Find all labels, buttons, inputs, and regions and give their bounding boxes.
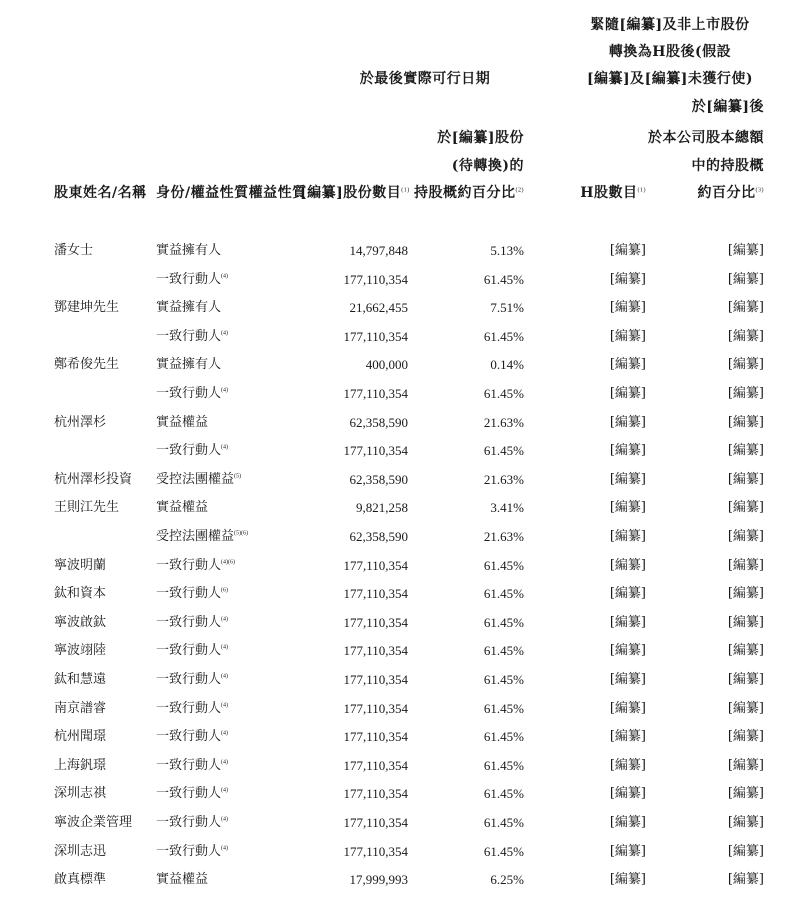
capacity-text: 一致行動人 bbox=[156, 672, 222, 687]
h-shares-count bbox=[560, 444, 646, 457]
shareholding-pct-text: 5.13% bbox=[490, 243, 524, 258]
header-pct-total-line3: 中的持股概 bbox=[691, 158, 764, 174]
footnote-ref: (4) bbox=[221, 759, 229, 766]
shares-count-text: 177,110,354 bbox=[343, 701, 408, 716]
shareholder-name-text: 鄭希俊先生 bbox=[54, 357, 120, 372]
h-shareholding-pct bbox=[680, 416, 764, 429]
shareholder-name-text: 杭州聞璟 bbox=[54, 729, 107, 744]
h-shares-count bbox=[560, 587, 646, 600]
shareholding-pct bbox=[430, 873, 524, 886]
shares-count bbox=[300, 702, 408, 715]
footnote-ref: (4) bbox=[221, 330, 229, 337]
h-shares-count-text: [編纂] bbox=[609, 844, 646, 859]
shares-count bbox=[300, 358, 408, 371]
h-shares-count-text: [編纂] bbox=[609, 815, 646, 830]
shares-count-text: 9,821,258 bbox=[356, 500, 408, 515]
column-header-name: 股東姓名/名稱 bbox=[54, 185, 147, 201]
footnote-ref: (6) bbox=[221, 587, 229, 594]
capacity-text: 實益擁有人 bbox=[156, 243, 222, 258]
h-shares-count-text: [編纂] bbox=[609, 300, 646, 315]
shareholding-pct-text: 61.45% bbox=[483, 272, 524, 287]
h-shares-count-text: [編纂] bbox=[609, 443, 646, 458]
h-shares-count bbox=[560, 501, 646, 514]
h-shares-count bbox=[560, 845, 646, 858]
h-shareholding-pct-text: [編纂] bbox=[727, 758, 764, 773]
h-shares-count-text: [編纂] bbox=[609, 615, 646, 630]
shares-count bbox=[300, 273, 408, 286]
shares-count bbox=[300, 616, 408, 629]
shareholder-name-text: 鄧建坤先生 bbox=[54, 300, 120, 315]
capacity bbox=[156, 845, 228, 858]
h-shares-count-text: [編纂] bbox=[609, 872, 646, 887]
capacity bbox=[156, 559, 235, 572]
h-shares-count bbox=[560, 473, 646, 486]
h-shareholding-pct-text: [編纂] bbox=[727, 357, 764, 372]
shares-count bbox=[300, 301, 408, 314]
shares-count-text: 177,110,354 bbox=[343, 758, 408, 773]
capacity-text: 一致行動人 bbox=[156, 844, 222, 859]
shareholder-name bbox=[54, 845, 106, 858]
shareholding-pct bbox=[430, 444, 524, 457]
shares-count-text: 62,358,590 bbox=[349, 472, 408, 487]
h-shares-count-text: [編纂] bbox=[609, 357, 646, 372]
shareholder-name-text: 寧波企業管理 bbox=[54, 815, 133, 830]
shares-count bbox=[300, 501, 408, 514]
shares-count-text: 177,110,354 bbox=[343, 643, 408, 658]
header-pct-total-line2: 於本公司股本總額 bbox=[648, 130, 764, 146]
shareholding-pct bbox=[430, 387, 524, 400]
shareholder-name-text: 上海釩璟 bbox=[54, 758, 107, 773]
footnote-ref: (4) bbox=[221, 816, 229, 823]
shareholding-pct-text: 61.45% bbox=[483, 443, 524, 458]
shareholding-pct-text: 6.25% bbox=[490, 872, 524, 887]
h-shareholding-pct bbox=[680, 873, 764, 886]
h-shares-count-text: [編纂] bbox=[609, 529, 646, 544]
h-shareholding-pct-text: [編纂] bbox=[727, 615, 764, 630]
shareholding-pct-text: 61.45% bbox=[483, 615, 524, 630]
shareholding-pct bbox=[430, 616, 524, 629]
shares-count-text: 400,000 bbox=[365, 357, 408, 372]
h-shareholding-pct bbox=[680, 358, 764, 371]
shares-count bbox=[300, 673, 408, 686]
h-shares-count bbox=[560, 416, 646, 429]
h-shareholding-pct bbox=[680, 673, 764, 686]
capacity-text: 一致行動人 bbox=[156, 329, 222, 344]
capacity bbox=[156, 730, 228, 743]
capacity-text: 一致行動人 bbox=[156, 386, 222, 401]
shares-count-text: 177,110,354 bbox=[343, 815, 408, 830]
h-shares-count bbox=[560, 759, 646, 772]
shareholding-pct bbox=[430, 530, 524, 543]
shareholding-pct-text: 61.45% bbox=[483, 329, 524, 344]
header-post-conversion-line1: 緊隨[編纂]及非上市股份 bbox=[590, 17, 750, 33]
shareholder-name bbox=[54, 616, 106, 629]
h-shares-count-text: [編纂] bbox=[609, 701, 646, 716]
header-latest-practicable-date: 於最後實際可行日期 bbox=[359, 71, 491, 87]
h-shareholding-pct bbox=[680, 244, 764, 257]
shareholding-pct bbox=[430, 845, 524, 858]
shareholding-pct bbox=[430, 702, 524, 715]
shareholder-name bbox=[54, 730, 106, 743]
shareholding-pct-text: 61.45% bbox=[483, 786, 524, 801]
capacity bbox=[156, 473, 241, 486]
shares-count bbox=[300, 644, 408, 657]
h-shareholding-pct-text: [編纂] bbox=[727, 443, 764, 458]
capacity bbox=[156, 759, 228, 772]
shares-count bbox=[300, 816, 408, 829]
h-shareholding-pct-text: [編纂] bbox=[727, 243, 764, 258]
shareholding-pct-text: 61.45% bbox=[483, 844, 524, 859]
column-header-shares: [編纂]股份數目$^{(1)}$ bbox=[300, 185, 410, 201]
h-shares-count-text: [編纂] bbox=[609, 243, 646, 258]
shareholding-pct-text: 61.45% bbox=[483, 643, 524, 658]
capacity bbox=[156, 644, 228, 657]
h-shares-count bbox=[560, 644, 646, 657]
h-shares-count bbox=[560, 273, 646, 286]
shares-count-text: 177,110,354 bbox=[343, 615, 408, 630]
h-shares-count bbox=[560, 330, 646, 343]
capacity-text: 一致行動人 bbox=[156, 815, 222, 830]
h-shares-count-text: [編纂] bbox=[609, 786, 646, 801]
capacity-text: 實益權益 bbox=[156, 872, 209, 887]
capacity bbox=[156, 301, 221, 314]
shareholder-name-text: 寧波翊陸 bbox=[54, 643, 107, 658]
capacity bbox=[156, 273, 228, 286]
h-shares-count bbox=[560, 530, 646, 543]
shares-count bbox=[300, 330, 408, 343]
capacity bbox=[156, 702, 228, 715]
h-shareholding-pct bbox=[680, 845, 764, 858]
h-shares-count-text: [編纂] bbox=[609, 586, 646, 601]
capacity bbox=[156, 330, 228, 343]
h-shares-count bbox=[560, 244, 646, 257]
shares-count bbox=[300, 416, 408, 429]
h-shareholding-pct bbox=[680, 501, 764, 514]
header-pct-line1: 於[編纂]股份 bbox=[437, 130, 524, 146]
h-shareholding-pct bbox=[680, 301, 764, 314]
shareholder-name bbox=[54, 873, 106, 886]
h-shares-count-text: [編纂] bbox=[609, 415, 646, 430]
h-shareholding-pct-text: [編纂] bbox=[727, 815, 764, 830]
h-shareholding-pct bbox=[680, 816, 764, 829]
h-shares-count bbox=[560, 673, 646, 686]
shares-count bbox=[300, 730, 408, 743]
header-post-conversion-line3: [編纂]及[編纂]未獲行使) bbox=[586, 71, 754, 87]
h-shareholding-pct-text: [編纂] bbox=[727, 558, 764, 573]
capacity bbox=[156, 387, 228, 400]
shares-count bbox=[300, 587, 408, 600]
footnote-ref: (4) bbox=[221, 387, 229, 394]
footnote-ref: (4) bbox=[221, 845, 229, 852]
shareholding-pct bbox=[430, 787, 524, 800]
h-shareholding-pct bbox=[680, 787, 764, 800]
h-shareholding-pct-text: [編纂] bbox=[727, 272, 764, 287]
shareholder-name-text: 潘女士 bbox=[54, 243, 94, 258]
footnote-ref: (4) bbox=[221, 673, 229, 680]
shares-count-text: 17,999,993 bbox=[349, 872, 408, 887]
h-shares-count-text: [編纂] bbox=[609, 386, 646, 401]
shareholding-pct bbox=[430, 330, 524, 343]
shareholding-pct bbox=[430, 301, 524, 314]
h-shareholding-pct-text: [編纂] bbox=[727, 500, 764, 515]
h-shareholding-pct-text: [編纂] bbox=[727, 586, 764, 601]
shareholder-name bbox=[54, 587, 106, 600]
capacity-text: 受控法團權益 bbox=[156, 472, 235, 487]
shareholding-pct bbox=[430, 358, 524, 371]
shareholder-name-text: 杭州澤杉 bbox=[54, 415, 107, 430]
capacity bbox=[156, 358, 221, 371]
shareholding-pct-text: 3.41% bbox=[490, 500, 524, 515]
h-shareholding-pct bbox=[680, 616, 764, 629]
shareholder-name bbox=[54, 673, 106, 686]
shareholder-name-text: 深圳志迅 bbox=[54, 844, 107, 859]
shareholding-pct bbox=[430, 673, 524, 686]
header-pct-total-line1: 於[編纂]後 bbox=[691, 99, 764, 115]
capacity-text: 一致行動人 bbox=[156, 729, 222, 744]
capacity bbox=[156, 444, 228, 457]
h-shareholding-pct-text: [編纂] bbox=[727, 844, 764, 859]
h-shareholding-pct-text: [編纂] bbox=[727, 329, 764, 344]
h-shareholding-pct-text: [編纂] bbox=[727, 386, 764, 401]
shareholding-pct-text: 21.63% bbox=[483, 472, 524, 487]
shares-count-text: 177,110,354 bbox=[343, 443, 408, 458]
shareholder-name bbox=[54, 759, 106, 772]
h-shareholding-pct bbox=[680, 473, 764, 486]
shares-count bbox=[300, 559, 408, 572]
shares-count-text: 177,110,354 bbox=[343, 844, 408, 859]
h-shares-count bbox=[560, 559, 646, 572]
shares-count-text: 14,797,848 bbox=[349, 243, 408, 258]
shareholder-name-text: 寧波明蘭 bbox=[54, 558, 107, 573]
h-shares-count bbox=[560, 616, 646, 629]
h-shares-count bbox=[560, 387, 646, 400]
h-shareholding-pct bbox=[680, 702, 764, 715]
shares-count-text: 177,110,354 bbox=[343, 729, 408, 744]
shares-count-text: 21,662,455 bbox=[349, 300, 408, 315]
shares-count-text: 177,110,354 bbox=[343, 329, 408, 344]
shares-count bbox=[300, 473, 408, 486]
header-pct-total-line4: 約百分比$^{(3)}$ bbox=[697, 185, 764, 201]
shares-count-text: 177,110,354 bbox=[343, 786, 408, 801]
shareholder-name-text: 深圳志祺 bbox=[54, 786, 107, 801]
shareholding-pct-text: 61.45% bbox=[483, 672, 524, 687]
shareholder-name-text: 鈦和資本 bbox=[54, 586, 107, 601]
h-shares-count-text: [編纂] bbox=[609, 472, 646, 487]
shares-count bbox=[300, 387, 408, 400]
capacity bbox=[156, 244, 221, 257]
h-shareholding-pct bbox=[680, 759, 764, 772]
h-shares-count bbox=[560, 730, 646, 743]
footnote-ref: (4) bbox=[221, 702, 229, 709]
capacity-text: 實益權益 bbox=[156, 415, 209, 430]
h-shares-count-text: [編纂] bbox=[609, 643, 646, 658]
h-shareholding-pct-text: [編纂] bbox=[727, 415, 764, 430]
shares-count-text: 177,110,354 bbox=[343, 672, 408, 687]
column-header-capacity: 身份/權益性質權益性質 bbox=[156, 185, 307, 201]
shares-count bbox=[300, 444, 408, 457]
shareholding-pct-text: 21.63% bbox=[483, 529, 524, 544]
capacity bbox=[156, 530, 248, 543]
shareholding-pct bbox=[430, 816, 524, 829]
capacity-text: 一致行動人 bbox=[156, 701, 222, 716]
capacity bbox=[156, 587, 228, 600]
h-shareholding-pct bbox=[680, 530, 764, 543]
shareholding-pct-text: 21.63% bbox=[483, 415, 524, 430]
capacity bbox=[156, 673, 228, 686]
h-shares-count-text: [編纂] bbox=[609, 729, 646, 744]
h-shares-count bbox=[560, 816, 646, 829]
shareholder-name-text: 南京譜睿 bbox=[54, 701, 107, 716]
footnote-ref: (4) bbox=[221, 787, 229, 794]
shares-count bbox=[300, 787, 408, 800]
shareholding-pct bbox=[430, 587, 524, 600]
h-shares-count-text: [編纂] bbox=[609, 272, 646, 287]
shareholding-pct bbox=[430, 473, 524, 486]
h-shareholding-pct-text: [編纂] bbox=[727, 472, 764, 487]
h-shareholding-pct-text: [編纂] bbox=[727, 701, 764, 716]
capacity-text: 一致行動人 bbox=[156, 786, 222, 801]
shareholder-name-text: 寧波啟鈦 bbox=[54, 615, 107, 630]
capacity-text: 一致行動人 bbox=[156, 558, 222, 573]
shareholding-pct bbox=[430, 559, 524, 572]
shareholding-pct-text: 7.51% bbox=[490, 300, 524, 315]
h-shares-count bbox=[560, 787, 646, 800]
h-shareholding-pct bbox=[680, 387, 764, 400]
shareholding-pct-text: 61.45% bbox=[483, 729, 524, 744]
shareholder-name bbox=[54, 473, 132, 486]
shareholding-pct-text: 0.14% bbox=[490, 357, 524, 372]
h-shareholding-pct-text: [編纂] bbox=[727, 672, 764, 687]
footnote-ref: (4) bbox=[221, 644, 229, 651]
capacity bbox=[156, 616, 228, 629]
shareholder-name-text: 鈦和慧遠 bbox=[54, 672, 107, 687]
capacity-text: 實益擁有人 bbox=[156, 300, 222, 315]
shareholding-pct-text: 61.45% bbox=[483, 758, 524, 773]
capacity bbox=[156, 787, 228, 800]
footnote-ref: (4)(6) bbox=[221, 559, 236, 566]
capacity-text: 一致行動人 bbox=[156, 272, 222, 287]
capacity-text: 一致行動人 bbox=[156, 643, 222, 658]
h-shareholding-pct bbox=[680, 330, 764, 343]
shareholding-pct bbox=[430, 644, 524, 657]
h-shareholding-pct bbox=[680, 273, 764, 286]
shares-count bbox=[300, 759, 408, 772]
shareholding-pct-text: 61.45% bbox=[483, 558, 524, 573]
h-shares-count-text: [編纂] bbox=[609, 672, 646, 687]
header-pct-line2: (待轉換)的 bbox=[451, 158, 524, 174]
shares-count bbox=[300, 845, 408, 858]
footnote-ref: (5)(6) bbox=[234, 530, 249, 537]
h-shares-count-text: [編纂] bbox=[609, 758, 646, 773]
shareholder-name-text: 杭州澤杉投資 bbox=[54, 472, 133, 487]
h-shareholding-pct bbox=[680, 644, 764, 657]
shareholder-name bbox=[54, 358, 119, 371]
capacity-text: 一致行動人 bbox=[156, 615, 222, 630]
header-post-conversion-line2: 轉換為H股後(假設 bbox=[608, 44, 732, 60]
capacity-text: 實益擁有人 bbox=[156, 357, 222, 372]
shareholding-pct bbox=[430, 273, 524, 286]
shareholder-name bbox=[54, 702, 106, 715]
shareholding-pct-text: 61.45% bbox=[483, 386, 524, 401]
shareholder-name bbox=[54, 501, 119, 514]
column-header-h-shares: H股數目$^{(1)}$ bbox=[580, 185, 646, 201]
h-shareholding-pct-text: [編纂] bbox=[727, 786, 764, 801]
h-shares-count-text: [編纂] bbox=[609, 500, 646, 515]
h-shares-count bbox=[560, 301, 646, 314]
capacity-text: 一致行動人 bbox=[156, 586, 222, 601]
h-shareholding-pct-text: [編纂] bbox=[727, 729, 764, 744]
h-shares-count-text: [編纂] bbox=[609, 558, 646, 573]
h-shareholding-pct bbox=[680, 587, 764, 600]
capacity bbox=[156, 501, 208, 514]
capacity-text: 實益權益 bbox=[156, 500, 209, 515]
shares-count-text: 177,110,354 bbox=[343, 558, 408, 573]
h-shareholding-pct bbox=[680, 730, 764, 743]
shareholding-pct bbox=[430, 501, 524, 514]
h-shares-count bbox=[560, 358, 646, 371]
footnote-ref: (4) bbox=[221, 616, 229, 623]
h-shares-count-text: [編纂] bbox=[609, 329, 646, 344]
h-shareholding-pct bbox=[680, 559, 764, 572]
capacity bbox=[156, 873, 208, 886]
footnote-ref: (4) bbox=[221, 273, 229, 280]
shareholding-pct bbox=[430, 730, 524, 743]
shares-count-text: 177,110,354 bbox=[343, 586, 408, 601]
shareholder-name bbox=[54, 787, 106, 800]
shareholder-name bbox=[54, 559, 106, 572]
shares-count-text: 62,358,590 bbox=[349, 415, 408, 430]
shares-count-text: 177,110,354 bbox=[343, 386, 408, 401]
shareholding-pct bbox=[430, 416, 524, 429]
capacity-text: 一致行動人 bbox=[156, 758, 222, 773]
shareholding-pct-text: 61.45% bbox=[483, 701, 524, 716]
footnote-ref: (4) bbox=[221, 444, 229, 451]
shareholder-name-text: 啟真標準 bbox=[54, 872, 107, 887]
shareholder-name bbox=[54, 644, 106, 657]
shareholder-name bbox=[54, 244, 93, 257]
capacity bbox=[156, 816, 228, 829]
shares-count bbox=[300, 873, 408, 886]
shareholder-name bbox=[54, 301, 119, 314]
shareholding-pct-text: 61.45% bbox=[483, 586, 524, 601]
header-pct-line3: 持股概約百分比$^{(2)}$ bbox=[414, 185, 524, 201]
shareholder-name bbox=[54, 416, 106, 429]
shares-count bbox=[300, 244, 408, 257]
h-shareholding-pct bbox=[680, 444, 764, 457]
shareholding-pct bbox=[430, 759, 524, 772]
shareholder-name-text: 王則江先生 bbox=[54, 500, 120, 515]
shareholder-name bbox=[54, 816, 132, 829]
shareholding-pct bbox=[430, 244, 524, 257]
shares-count bbox=[300, 530, 408, 543]
shares-count-text: 62,358,590 bbox=[349, 529, 408, 544]
footnote-ref: (5) bbox=[234, 473, 242, 480]
shareholding-pct-text: 61.45% bbox=[483, 815, 524, 830]
shares-count-text: 177,110,354 bbox=[343, 272, 408, 287]
capacity-text: 一致行動人 bbox=[156, 443, 222, 458]
h-shareholding-pct-text: [編纂] bbox=[727, 643, 764, 658]
h-shareholding-pct-text: [編纂] bbox=[727, 872, 764, 887]
h-shareholding-pct-text: [編纂] bbox=[727, 300, 764, 315]
capacity bbox=[156, 416, 208, 429]
footnote-ref: (4) bbox=[221, 730, 229, 737]
h-shareholding-pct-text: [編纂] bbox=[727, 529, 764, 544]
h-shares-count bbox=[560, 702, 646, 715]
h-shares-count bbox=[560, 873, 646, 886]
capacity-text: 受控法團權益 bbox=[156, 529, 235, 544]
